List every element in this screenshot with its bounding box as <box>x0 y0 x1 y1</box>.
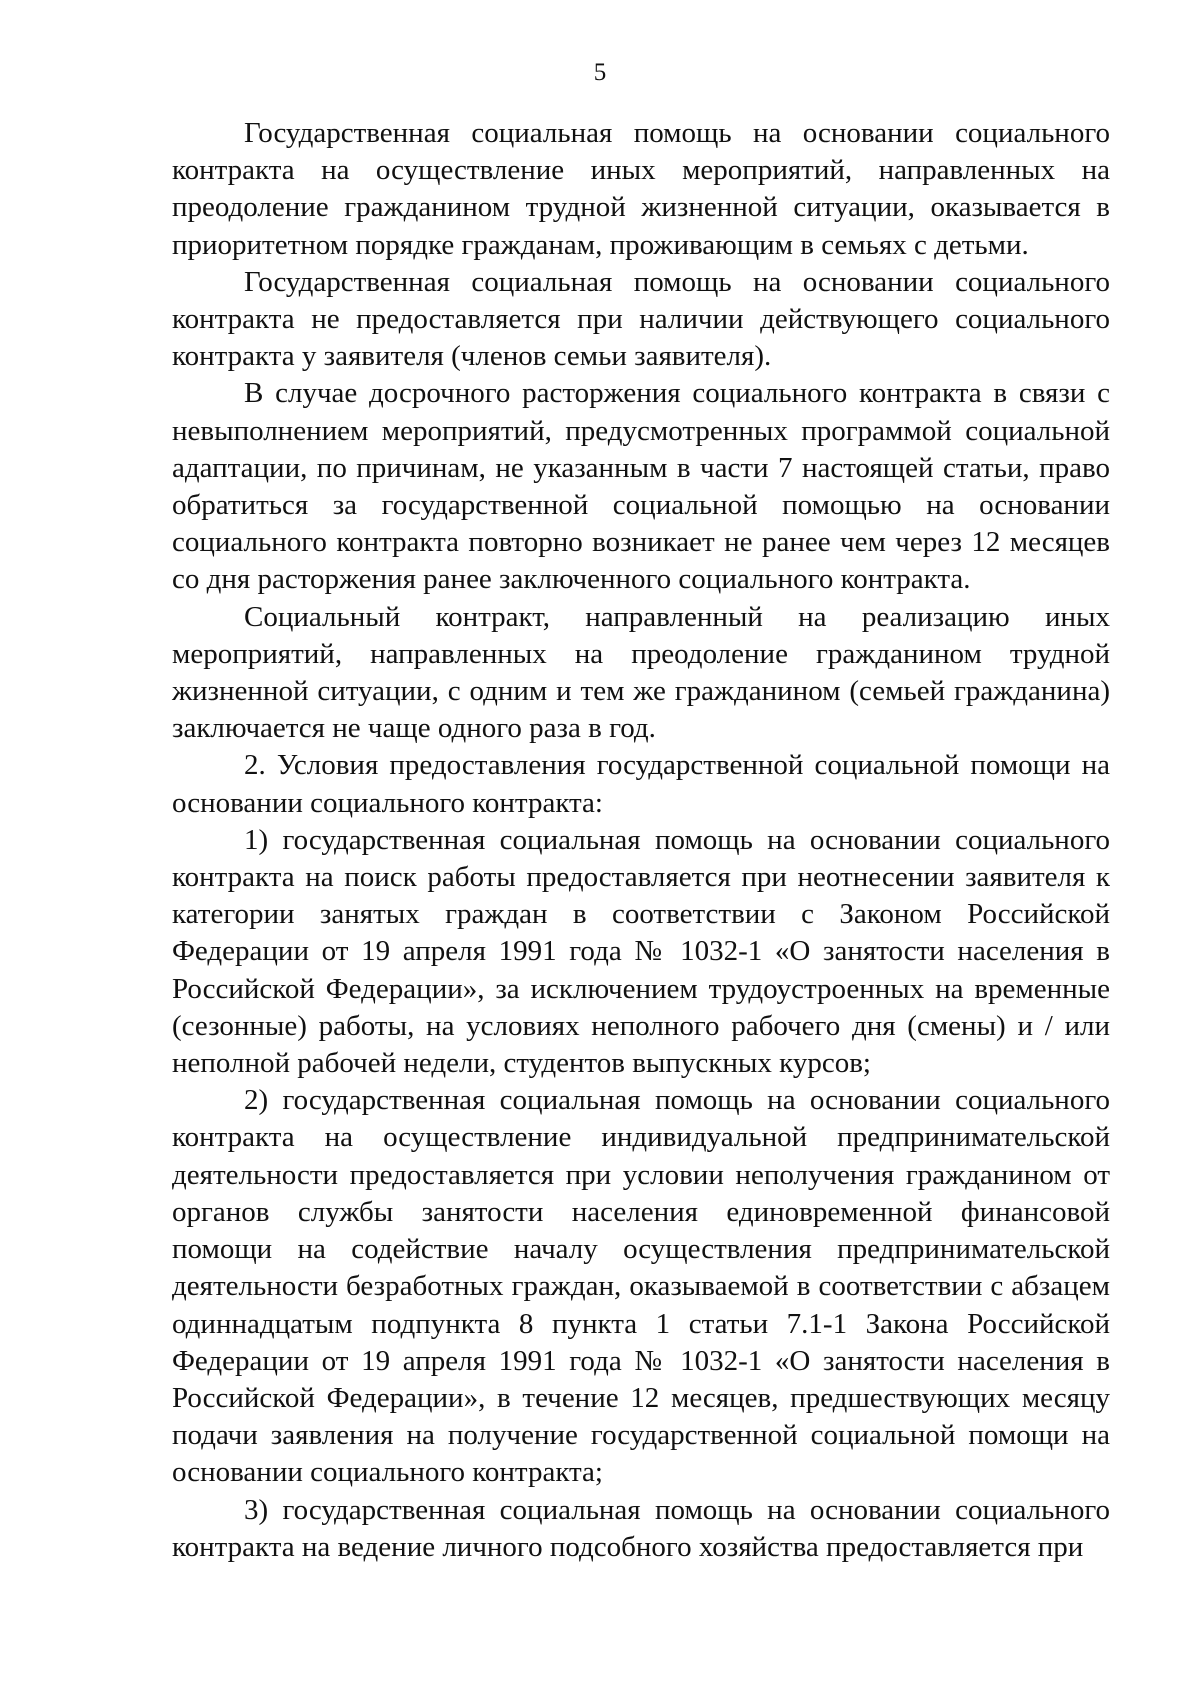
paragraph-once-per-year: Социальный контракт, направленный на реализацию иных мероприятий, направленных на преодоление гражданином трудной жизненной ситуации, с одним и тем же гражданином (семьей гражданина) заключается не чаще одного раза в год. <box>172 600 1110 745</box>
page-number: 5 <box>593 59 607 86</box>
paragraph-early-termination: В случае досрочного расторжения социального контракта в связи с невыполнением мероприятий, предусмотренных программой социальной адаптации, по причинам, не указанным в части 7 настоящей статьи, право обратиться за государственной социальной помощью на основании социального контракта повторно возникает не ранее чем через 12 месяцев со дня расторжения ранее заключенного социального контракта. <box>172 377 1110 596</box>
list-item-2-entrepreneurship: 2) государственная социальная помощь на основании социального контракта на осуществление индивидуальной предпринимательской деятельности предоставляется при условии неполучения гражданином от органов службы занятости населения единовременной финансовой помощи на содействие началу осуществления предпринимательской деятельности безработных граждан, оказываемой в соответствии с абзацем одиннадцатым подпункта 8 пункта 1 статьи 7.1-1 Закона Российской Федерации от 19 апреля 1991 года № 1032-1 «О занятости населения в Российской Федерации», в течение 12 месяцев, предшествующих месяцу подачи заявления на получение государственной социальной помощи на основании социального контракта; <box>172 1084 1110 1489</box>
paragraph-priority-families: Государственная социальная помощь на основании социального контракта на осуществление иных мероприятий, направленных на преодоление гражданином трудной жизненной ситуации, оказывается в приоритетном порядке гражданам, проживающим в семьях с детьми. <box>172 117 1110 261</box>
list-item-1-job-search: 1) государственная социальная помощь на основании социального контракта на поиск работы предоставляется при неотнесении заявителя к категории занятых граждан в соответствии с Законом Российской Федерации от 19 апреля 1991 года № 1032-1 «О занятости населения в Российской Федерации», за исключением трудоустроенных на временные (сезонные) работы, на условиях неполного рабочего дня (смены) и / или неполной рабочей недели, студентов выпускных курсов; <box>172 823 1110 1080</box>
paragraph-no-duplicate-contract: Государственная социальная помощь на основании социального контракта не предоставляется при наличии действующего социального контракта у заявителя (членов семьи заявителя). <box>172 265 1110 373</box>
list-item-3-household: 3) государственная социальная помощь на основании социального контракта на ведение личного подсобного хозяйства предоставляется при <box>172 1493 1110 1563</box>
section-2-heading: 2. Условия предоставления государственной социальной помощи на основании социального контракта: <box>172 749 1110 819</box>
document-body <box>172 115 1110 1566</box>
